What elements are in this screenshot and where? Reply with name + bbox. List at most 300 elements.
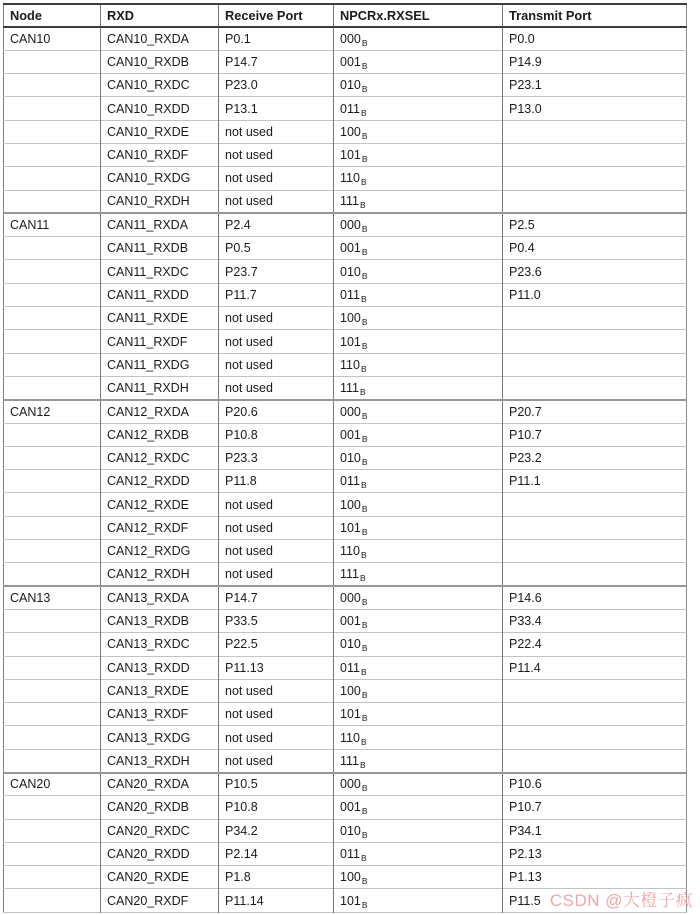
receive-port-cell [219, 330, 334, 353]
rxd-label: CAN11_RXDC [107, 264, 189, 279]
rxd-label: CAN13_RXDE [107, 683, 189, 698]
rxd-label: CAN10_RXDH [107, 194, 190, 209]
transmit-port-cell [503, 749, 687, 772]
rxsel-cell [334, 493, 503, 516]
node-cell [4, 446, 101, 469]
transmit-port-cell [503, 493, 687, 516]
receive-port-cell [219, 260, 334, 283]
rxsel-binary-value: 011 [340, 847, 360, 862]
table-row [4, 307, 687, 330]
transmit-port-value: P2.5 [509, 218, 535, 233]
rxd-label: CAN20_RXDA [107, 777, 189, 792]
rxd-cell [101, 493, 219, 516]
receive-port-value: P11.8 [225, 474, 257, 489]
transmit-port-cell [503, 167, 687, 190]
binary-subscript: B [361, 620, 368, 631]
rxd-cell [101, 703, 219, 726]
rxsel-binary-value: 111 [340, 753, 360, 768]
receive-port-cell [219, 796, 334, 819]
col-header-transmit-port: Transmit Port [503, 4, 687, 27]
node-cell [4, 726, 101, 749]
binary-subscript: B [360, 107, 367, 118]
rxd-cell [101, 819, 219, 842]
rxsel-binary-value: 101 [340, 334, 361, 349]
rxsel-binary-value: 000 [340, 404, 361, 419]
table-row [4, 120, 687, 143]
receive-port-cell [219, 353, 334, 376]
rxd-cell [101, 190, 219, 213]
transmit-port-cell [503, 237, 687, 260]
receive-port-value: not used [225, 707, 273, 722]
rxd-label: CAN13_RXDF [107, 707, 189, 722]
rxsel-binary-value: 100 [340, 124, 361, 139]
receive-port-value: P13.1 [225, 101, 258, 116]
table-row [4, 493, 687, 516]
table-row [4, 796, 687, 819]
rxd-label: CAN11_RXDH [107, 380, 189, 395]
transmit-port-value: P11.0 [509, 287, 541, 302]
node-cell [4, 516, 101, 539]
rxd-label: CAN20_RXDC [107, 823, 190, 838]
rxd-label: CAN20_RXDD [107, 847, 190, 862]
rxd-label: CAN12_RXDB [107, 427, 189, 442]
receive-port-cell [219, 842, 334, 865]
rxsel-binary-value: 010 [340, 264, 361, 279]
rxsel-cell [334, 283, 503, 306]
transmit-port-cell [503, 74, 687, 97]
rxsel-binary-value: 000 [340, 591, 361, 606]
table-row [4, 470, 687, 493]
node-label: CAN12 [10, 404, 51, 419]
receive-port-value: P10.8 [225, 427, 258, 442]
receive-port-value: not used [225, 357, 273, 372]
table-row [4, 726, 687, 749]
table-row [4, 237, 687, 260]
transmit-port-value: P10.7 [509, 427, 542, 442]
receive-port-value: not used [225, 544, 273, 559]
receive-port-cell [219, 237, 334, 260]
rxsel-cell [334, 190, 503, 213]
binary-subscript: B [360, 363, 367, 374]
receive-port-cell [219, 703, 334, 726]
binary-subscript: B [361, 713, 368, 724]
rxsel-binary-value: 111 [340, 380, 360, 395]
binary-subscript: B [360, 200, 366, 211]
rxd-cell [101, 726, 219, 749]
rxsel-binary-value: 110 [340, 544, 360, 559]
transmit-port-cell [503, 796, 687, 819]
transmit-port-cell [503, 213, 687, 236]
rxd-cell [101, 120, 219, 143]
rxsel-cell [334, 400, 503, 423]
rxd-label: CAN10_RXDB [107, 54, 189, 69]
rxd-label: CAN13_RXDH [107, 753, 190, 768]
rxsel-cell [334, 796, 503, 819]
table-row [4, 213, 687, 236]
binary-subscript: B [361, 597, 368, 608]
transmit-port-cell [503, 143, 687, 166]
table-row [4, 167, 687, 190]
rxsel-cell [334, 540, 503, 563]
rxd-cell [101, 167, 219, 190]
node-cell [4, 866, 101, 889]
receive-port-cell [219, 470, 334, 493]
rxsel-binary-value: 110 [340, 171, 360, 186]
node-cell [4, 330, 101, 353]
rxsel-cell [334, 749, 503, 772]
table-row [4, 330, 687, 353]
transmit-port-cell [503, 27, 687, 50]
receive-port-cell [219, 540, 334, 563]
rxsel-cell [334, 50, 503, 73]
transmit-port-value: P0.0 [509, 31, 535, 46]
node-cell [4, 679, 101, 702]
binary-subscript: B [361, 433, 368, 444]
node-cell [4, 167, 101, 190]
rxsel-binary-value: 111 [340, 567, 360, 582]
node-cell [4, 260, 101, 283]
rxd-label: CAN12_RXDC [107, 450, 190, 465]
table-row [4, 819, 687, 842]
rxd-cell [101, 516, 219, 539]
transmit-port-cell [503, 703, 687, 726]
rxsel-cell [334, 609, 503, 632]
rxsel-cell [334, 889, 503, 912]
receive-port-value: P23.7 [225, 264, 258, 279]
rxsel-binary-value: 011 [340, 101, 360, 116]
rxsel-binary-value: 001 [340, 54, 361, 69]
receive-port-cell [219, 446, 334, 469]
rxsel-cell [334, 470, 503, 493]
transmit-port-value: P10.6 [509, 777, 542, 792]
receive-port-value: not used [225, 148, 273, 163]
transmit-port-cell [503, 400, 687, 423]
rxd-label: CAN13_RXDD [107, 660, 190, 675]
rxsel-cell [334, 330, 503, 353]
rxsel-cell [334, 446, 503, 469]
rxsel-cell [334, 656, 503, 679]
binary-subscript: B [361, 60, 368, 71]
rxd-cell [101, 866, 219, 889]
transmit-port-value: P23.6 [509, 264, 542, 279]
receive-port-cell [219, 633, 334, 656]
node-cell [4, 493, 101, 516]
transmit-port-value: P34.1 [509, 823, 542, 838]
transmit-port-value: P2.13 [509, 847, 542, 862]
node-cell [4, 213, 101, 236]
receive-port-value: P14.7 [225, 591, 258, 606]
receive-port-cell [219, 27, 334, 50]
binary-subscript: B [361, 876, 368, 887]
transmit-port-cell [503, 423, 687, 446]
transmit-port-cell [503, 540, 687, 563]
receive-port-value: not used [225, 567, 273, 582]
receive-port-value: P22.5 [225, 637, 258, 652]
rxd-cell [101, 656, 219, 679]
transmit-port-cell [503, 330, 687, 353]
receive-port-cell [219, 563, 334, 586]
node-cell [4, 586, 101, 609]
receive-port-value: P0.5 [225, 241, 251, 256]
rxsel-cell [334, 120, 503, 143]
transmit-port-value: P14.9 [509, 54, 542, 69]
node-cell [4, 353, 101, 376]
rxsel-binary-value: 100 [340, 311, 361, 326]
rxd-cell [101, 400, 219, 423]
node-cell [4, 307, 101, 330]
transmit-port-value: P22.4 [509, 637, 542, 652]
binary-subscript: B [360, 550, 367, 561]
transmit-port-value: P14.6 [509, 591, 542, 606]
transmit-port-cell [503, 190, 687, 213]
rxd-label: CAN11_RXDF [107, 334, 188, 349]
rxd-label: CAN10_RXDE [107, 124, 189, 139]
rxsel-cell [334, 773, 503, 796]
binary-subscript: B [361, 130, 368, 141]
binary-subscript: B [361, 806, 368, 817]
rxsel-binary-value: 010 [340, 823, 361, 838]
transmit-port-value: P33.4 [509, 614, 542, 629]
table-row [4, 633, 687, 656]
col-header-node: Node [10, 8, 42, 23]
transmit-port-value: P23.2 [509, 450, 542, 465]
rxsel-cell [334, 679, 503, 702]
receive-port-value: not used [225, 194, 273, 209]
receive-port-value: P11.13 [225, 660, 264, 675]
table-row [4, 586, 687, 609]
binary-subscript: B [361, 503, 368, 514]
node-cell [4, 749, 101, 772]
rxd-label: CAN11_RXDE [107, 311, 189, 326]
rxsel-binary-value: 010 [340, 637, 361, 652]
table-row [4, 679, 687, 702]
rxd-cell [101, 330, 219, 353]
transmit-port-value: P13.0 [509, 101, 542, 116]
receive-port-cell [219, 493, 334, 516]
rxsel-binary-value: 101 [340, 893, 361, 908]
rxd-label: CAN10_RXDG [107, 171, 191, 186]
receive-port-cell [219, 307, 334, 330]
table-row [4, 656, 687, 679]
node-cell [4, 656, 101, 679]
transmit-port-cell [503, 307, 687, 330]
rxd-cell [101, 633, 219, 656]
rxsel-cell [334, 726, 503, 749]
rxd-cell [101, 773, 219, 796]
receive-port-cell [219, 586, 334, 609]
binary-subscript: B [361, 270, 368, 281]
receive-port-value: not used [225, 520, 273, 535]
binary-subscript: B [361, 829, 368, 840]
rxsel-binary-value: 001 [340, 427, 361, 442]
table-row [4, 353, 687, 376]
transmit-port-cell [503, 633, 687, 656]
rxd-label: CAN13_RXDC [107, 637, 190, 652]
rxsel-binary-value: 110 [340, 730, 360, 745]
receive-port-value: P23.0 [225, 78, 258, 93]
receive-port-cell [219, 516, 334, 539]
binary-subscript: B [361, 317, 368, 328]
node-cell [4, 237, 101, 260]
binary-subscript: B [361, 689, 368, 700]
rxd-label: CAN10_RXDF [107, 148, 189, 163]
receive-port-value: not used [225, 124, 273, 139]
rxsel-cell [334, 703, 503, 726]
receive-port-cell [219, 773, 334, 796]
transmit-port-cell [503, 353, 687, 376]
receive-port-cell [219, 283, 334, 306]
table-row [4, 143, 687, 166]
rxd-cell [101, 423, 219, 446]
receive-port-value: P14.7 [225, 54, 258, 69]
node-cell [4, 97, 101, 120]
node-cell [4, 796, 101, 819]
rxsel-cell [334, 586, 503, 609]
table-row [4, 749, 687, 772]
rxsel-binary-value: 000 [340, 31, 361, 46]
receive-port-cell [219, 213, 334, 236]
rxsel-cell [334, 237, 503, 260]
transmit-port-value: P0.4 [509, 241, 535, 256]
rxd-label: CAN11_RXDG [107, 357, 190, 372]
rxsel-binary-value: 001 [340, 800, 361, 815]
transmit-port-cell [503, 609, 687, 632]
table-row [4, 190, 687, 213]
binary-subscript: B [360, 386, 366, 397]
receive-port-value: P1.8 [225, 870, 251, 885]
rxsel-cell [334, 819, 503, 842]
table-row [4, 283, 687, 306]
binary-subscript: B [361, 224, 368, 235]
table-row [4, 97, 687, 120]
rxd-label: CAN20_RXDF [107, 893, 189, 908]
receive-port-cell [219, 120, 334, 143]
rxd-cell [101, 353, 219, 376]
table-row [4, 540, 687, 563]
binary-subscript: B [360, 480, 367, 491]
receive-port-value: not used [225, 683, 273, 698]
rxsel-binary-value: 010 [340, 450, 361, 465]
transmit-port-value: P11.4 [509, 660, 541, 675]
binary-subscript: B [360, 736, 367, 747]
rxsel-cell [334, 842, 503, 865]
receive-port-cell [219, 889, 334, 912]
transmit-port-cell [503, 726, 687, 749]
rxd-label: CAN12_RXDG [107, 544, 191, 559]
receive-port-value: P2.14 [225, 847, 258, 862]
node-cell [4, 563, 101, 586]
receive-port-cell [219, 423, 334, 446]
rxd-cell [101, 679, 219, 702]
transmit-port-cell [503, 563, 687, 586]
col-header-npcrx-rxsel: NPCRx.RXSEL [334, 4, 503, 27]
rxd-cell [101, 842, 219, 865]
receive-port-cell [219, 167, 334, 190]
table-row [4, 400, 687, 423]
node-label: CAN11 [10, 218, 50, 233]
rxsel-cell [334, 866, 503, 889]
header-row [4, 4, 687, 27]
table-row [4, 703, 687, 726]
table-row [4, 376, 687, 399]
col-header-receive-port: Receive Port [219, 4, 334, 27]
col-header-rxd: RXD [101, 4, 219, 27]
rxd-cell [101, 446, 219, 469]
transmit-port-cell [503, 842, 687, 865]
receive-port-value: P0.1 [225, 31, 251, 46]
table-row [4, 609, 687, 632]
transmit-port-cell [503, 446, 687, 469]
rxsel-cell [334, 307, 503, 330]
rxd-cell [101, 586, 219, 609]
rxd-cell [101, 796, 219, 819]
rxsel-cell [334, 213, 503, 236]
receive-port-value: P2.4 [225, 218, 251, 233]
rxsel-binary-value: 100 [340, 497, 361, 512]
receive-port-cell [219, 97, 334, 120]
receive-port-value: not used [225, 753, 273, 768]
receive-port-cell [219, 866, 334, 889]
rxsel-cell [334, 353, 503, 376]
binary-subscript: B [361, 84, 368, 95]
csdn-watermark: CSDN @大橙子疯 [549, 891, 693, 910]
node-cell [4, 120, 101, 143]
node-cell [4, 609, 101, 632]
rxsel-binary-value: 001 [340, 241, 361, 256]
rxsel-cell [334, 516, 503, 539]
rxd-label: CAN10_RXDD [107, 101, 190, 116]
receive-port-value: P10.8 [225, 800, 258, 815]
rxsel-binary-value: 011 [340, 287, 360, 302]
rxsel-binary-value: 000 [340, 218, 361, 233]
transmit-port-cell [503, 97, 687, 120]
receive-port-value: not used [225, 311, 273, 326]
transmit-port-cell [503, 50, 687, 73]
rxd-cell [101, 260, 219, 283]
binary-subscript: B [361, 247, 368, 258]
rxsel-cell [334, 27, 503, 50]
table-row [4, 260, 687, 283]
rxsel-binary-value: 101 [340, 707, 361, 722]
transmit-port-value: P10.7 [509, 800, 542, 815]
rxsel-cell [334, 633, 503, 656]
rxsel-cell [334, 260, 503, 283]
receive-port-cell [219, 376, 334, 399]
node-label: CAN20 [10, 777, 51, 792]
receive-port-cell [219, 819, 334, 842]
rxd-cell [101, 143, 219, 166]
node-label: CAN10 [10, 31, 51, 46]
rxsel-binary-value: 010 [340, 78, 361, 93]
binary-subscript: B [361, 783, 368, 794]
node-cell [4, 74, 101, 97]
rxd-label: CAN11_RXDD [107, 287, 189, 302]
transmit-port-cell [503, 773, 687, 796]
node-cell [4, 703, 101, 726]
rxsel-binary-value: 110 [340, 357, 360, 372]
transmit-port-cell [503, 679, 687, 702]
receive-port-cell [219, 50, 334, 73]
receive-port-value: P33.5 [225, 614, 258, 629]
node-cell [4, 470, 101, 493]
receive-port-cell [219, 190, 334, 213]
rxd-cell [101, 27, 219, 50]
rxsel-binary-value: 011 [340, 474, 360, 489]
binary-subscript: B [361, 410, 368, 421]
transmit-port-value: P20.7 [509, 404, 542, 419]
rxd-label: CAN13_RXDA [107, 591, 189, 606]
binary-subscript: B [361, 899, 368, 910]
